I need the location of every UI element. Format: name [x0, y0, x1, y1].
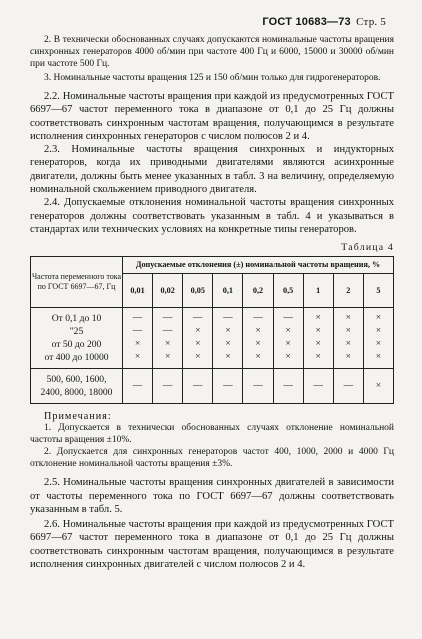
- deviation-cell: ×: [363, 369, 393, 404]
- deviation-cell: × × × ×: [303, 308, 333, 369]
- deviation-cell: — × × ×: [183, 308, 213, 369]
- deviation-column-6: 1: [303, 274, 333, 308]
- deviation-cell: — × × ×: [213, 308, 243, 369]
- note-2: 2. В технически обоснованных случаях допускаются номинальные частоты вращения синхронных генераторов 4000 об/мин при частоте 400 Гц и 6000, 15000 и 30000 об/мин при частоте 500 Гц.: [30, 35, 394, 69]
- standard-number: ГОСТ 10683—73: [262, 16, 351, 28]
- table-caption: Таблица 4: [341, 242, 394, 254]
- deviation-cell: × × × ×: [333, 308, 363, 369]
- deviation-cell: —: [123, 369, 153, 404]
- table-4: [30, 256, 394, 404]
- deviation-cell: —: [333, 369, 363, 404]
- deviation-column-2: 0,05: [183, 274, 213, 308]
- deviation-column-1: 0,02: [153, 274, 183, 308]
- deviation-cell: —: [243, 369, 273, 404]
- paragraph-2-2: 2.2. Номинальные частоты вращения при каждой из предусмотренных ГОСТ 6697—67 частот переменного тока в диапазоне от 0,1 до 25 Гц должны соответствовать синхронным частотам вращения, получающимся в результате исполнения синхронных генераторов с числом полюсов 2 и 4.: [30, 91, 394, 142]
- paragraph-2-6: 2.6. Номинальные частоты вращения при каждой из предусмотренных ГОСТ 6697—67 частот переменного тока в диапазоне от 0,1 до 25 Гц должны соответствовать синхронным частотам вращения, получающимся в результате исполнения синхронных двигателей с числом полюсов 2 и 4.: [30, 519, 394, 571]
- document-body: [30, 34, 394, 571]
- deviation-cell: × × × ×: [363, 308, 393, 369]
- deviation-group-header: Допускаемые отклонения (±) номинальной частоты вращения, %: [123, 257, 394, 274]
- deviation-cell: — — × ×: [123, 308, 153, 369]
- paragraph-2-5: 2.5. Номинальные частоты вращения синхронных двигателей в зависимости от частоты переменного тока по ГОСТ 6697—67 должны соответствовать указанным в табл. 5.: [30, 477, 394, 515]
- note-3: 3. Номинальные частоты вращения 125 и 150 об/мин только для гидрогенераторов.: [44, 73, 381, 83]
- frequency-cell: От 0,1 до 10 "25 от 50 до 200 от 400 до 10000: [31, 308, 123, 369]
- paragraph-2-4: 2.4. Допускаемые отклонения номинальной частоты вращения синхронных генераторов должны соответствовать указанным в табл. 4 и указываться в стандартах или технических условиях на конкретные типы генераторов.: [30, 197, 394, 235]
- deviation-column-7: 2: [333, 274, 363, 308]
- table-body: [31, 308, 394, 404]
- table-row: [31, 369, 394, 404]
- deviation-column-8: 5: [363, 274, 393, 308]
- deviation-cell: — × × ×: [273, 308, 303, 369]
- frequency-column-header: Частота переменного тока по ГОСТ 6697—67, Гц: [31, 257, 123, 308]
- deviation-cell: —: [213, 369, 243, 404]
- notes-title: Примечания:: [44, 411, 112, 423]
- note-2-table: 2. Допускается для синхронных генераторов частот 400, 1000, 2000 и 4000 Гц отклонение номинальной частоты вращения ±3%.: [30, 447, 394, 470]
- frequency-cell: 500, 600, 1600, 2400, 8000, 18000: [31, 369, 123, 404]
- deviation-cell: —: [303, 369, 333, 404]
- deviation-column-3: 0,1: [213, 274, 243, 308]
- deviation-column-5: 0,5: [273, 274, 303, 308]
- page-header: [262, 16, 386, 28]
- table-row: [31, 308, 394, 369]
- deviation-cell: —: [273, 369, 303, 404]
- note-1-table: 1. Допускается в технически обоснованных случаях отклонение номинальной частоты вращения ±10%.: [30, 423, 394, 446]
- page-number: Стр. 5: [356, 16, 386, 28]
- paragraph-2-3: 2.3. Номинальные частоты вращения синхронных и индукторных генераторов, когда их приводными двигателями являются асинхронные двигатели, должны быть менее указанных в табл. 3 на величину, определяемую номинальной скольжением приводного двигателя.: [30, 144, 394, 196]
- deviation-column-4: 0,2: [243, 274, 273, 308]
- deviation-cell: —: [183, 369, 213, 404]
- deviation-cell: —: [153, 369, 183, 404]
- deviation-cell: — — × ×: [153, 308, 183, 369]
- deviation-column-0: 0,01: [123, 274, 153, 308]
- deviation-cell: — × × ×: [243, 308, 273, 369]
